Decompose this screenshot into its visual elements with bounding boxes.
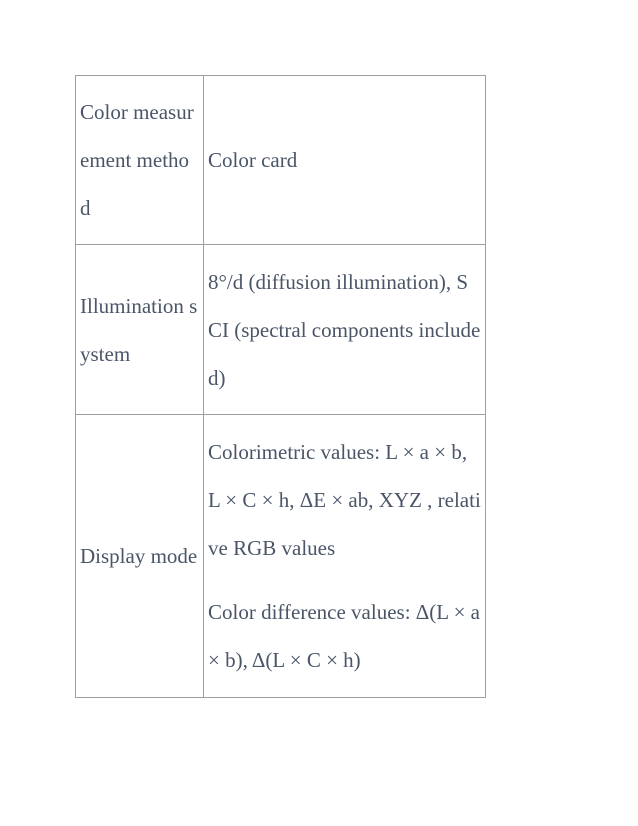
row-value-text: 8°/d (diffusion illumination), SCI (spectral components included) (208, 269, 481, 390)
row-label-text: Color measurement method (80, 100, 194, 220)
row-label (76, 76, 204, 245)
table-row-measurement-method (76, 76, 486, 245)
row-label-text: Illumination system (80, 293, 198, 366)
table-row-display-mode (76, 415, 486, 698)
row-value (204, 76, 486, 245)
table-row-illumination-system (76, 245, 486, 415)
spec-table (75, 75, 486, 698)
row-value-text: Color card (208, 148, 298, 172)
row-value (204, 415, 486, 698)
row-value-color-difference: Color difference values: Δ(L × a × b), Δ(L × C × h) (208, 600, 480, 672)
row-value-colorimetric: Colorimetric values: L × a × b, L × C × h, ΔE × ab, XYZ , relative RGB values (208, 440, 481, 560)
row-label (76, 415, 204, 698)
row-value (204, 245, 486, 415)
row-label-text: Display mode (80, 544, 198, 568)
row-label (76, 245, 204, 415)
